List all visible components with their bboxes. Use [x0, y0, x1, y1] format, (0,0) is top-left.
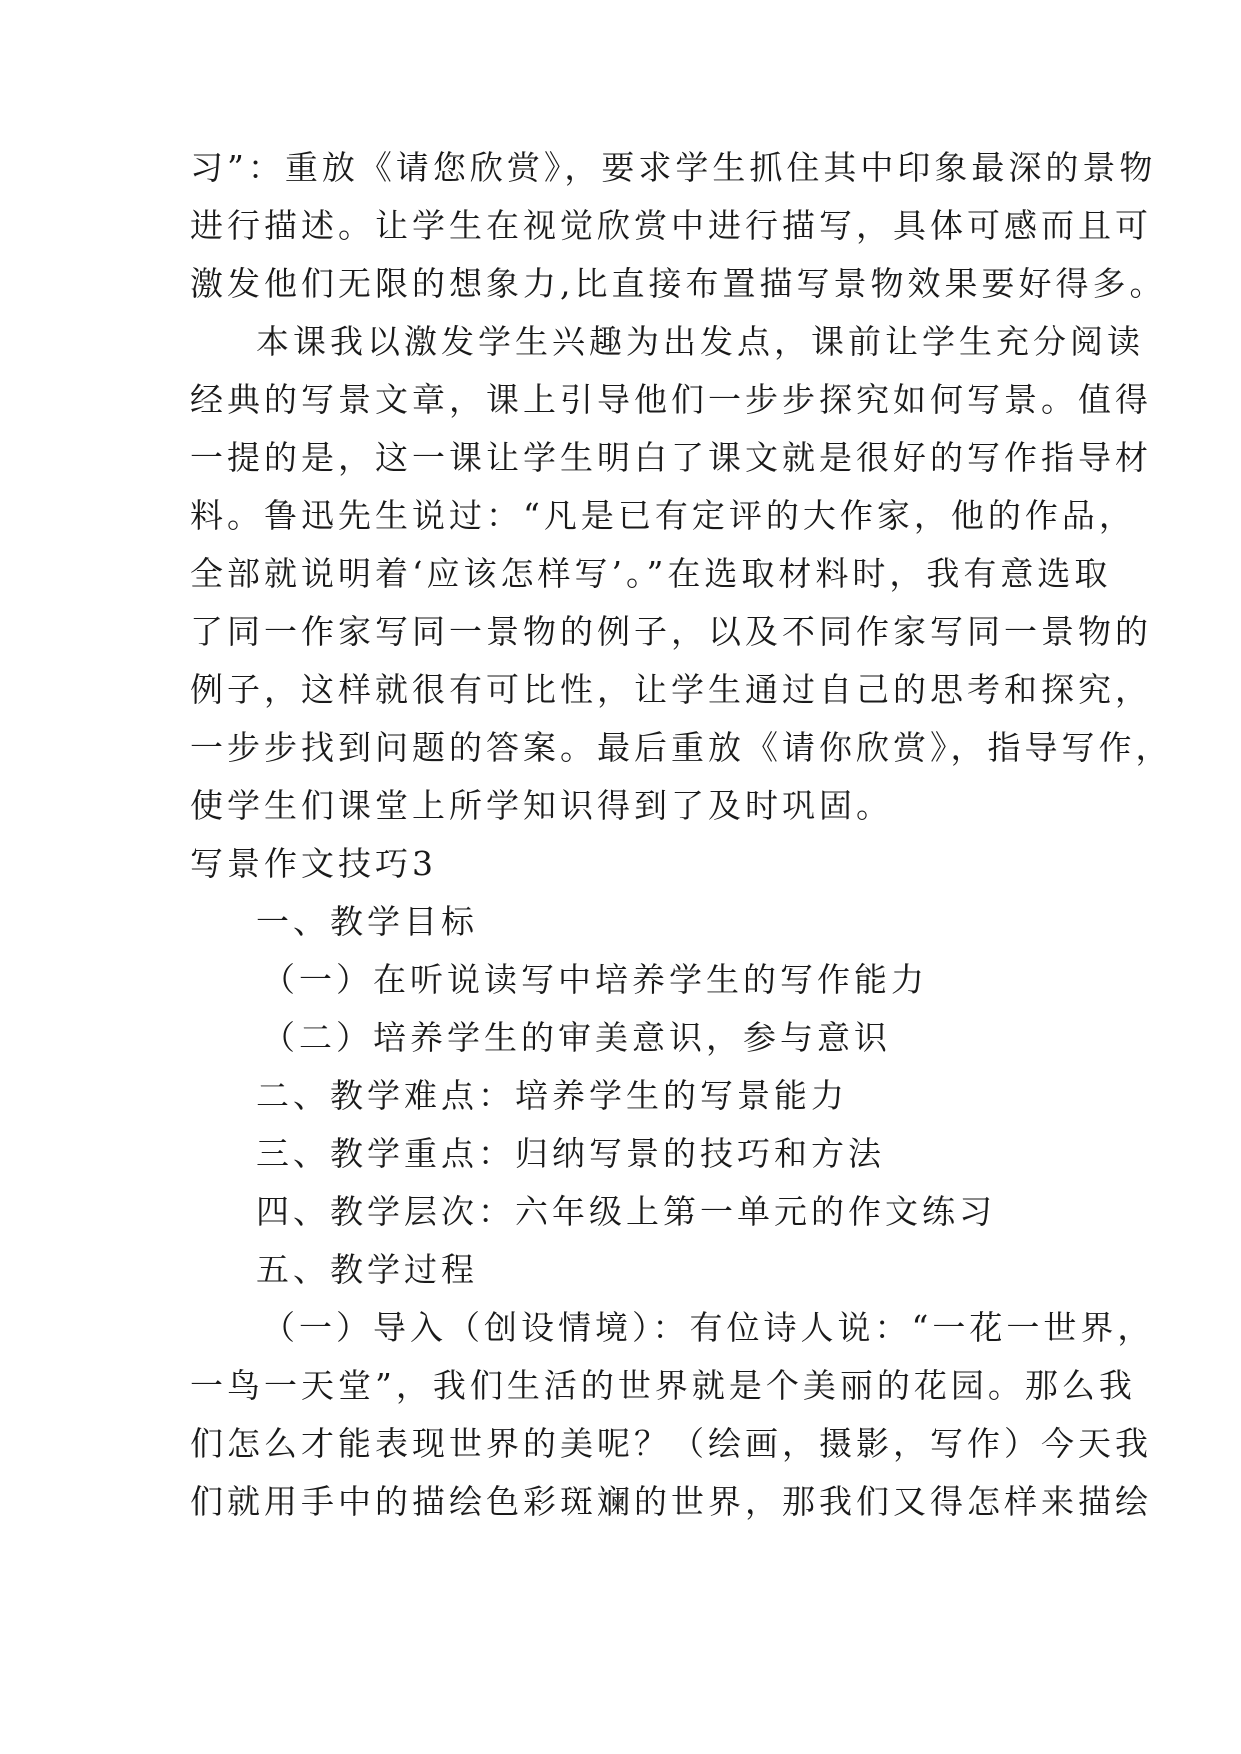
- paragraph-line: 习”：重放《请您欣赏》，要求学生抓住其中印象最深的景物: [190, 148, 1157, 187]
- outline-item: 五、教学过程: [256, 1250, 478, 1289]
- outline-subitem: （二）培养学生的审美意识，参与意识: [262, 1018, 891, 1057]
- paragraph-line: 使学生们课堂上所学知识得到了及时巩固。: [190, 786, 893, 825]
- paragraph-line: 料。鲁迅先生说过：“凡是已有定评的大作家，他的作品，: [190, 496, 1136, 535]
- outline-item: 二、教学难点：培养学生的写景能力: [256, 1076, 848, 1115]
- paragraph-line: 进行描述。让学生在视觉欣赏中进行描写，具体可感而且可: [190, 206, 1152, 245]
- paragraph-line: 一步步找到问题的答案。最后重放《请你欣赏》，指导写作，: [190, 728, 1173, 767]
- paragraph-line: 本课我以激发学生兴趣为出发点，课前让学生充分阅读: [256, 322, 1144, 361]
- paragraph-line: 们就用手中的描绘色彩斑斓的世界，那我们又得怎样来描绘: [190, 1482, 1152, 1521]
- paragraph-line: （一）导入（创设情境）：有位诗人说：“一花一世界，: [262, 1308, 1155, 1347]
- paragraph-line: 一提的是，这一课让学生明白了课文就是很好的写作指导材: [190, 438, 1152, 477]
- paragraph-line: 激发他们无限的想象力,比直接布置描写景物效果要好得多。: [190, 264, 1167, 303]
- paragraph-line: 全部就说明着‘应该怎样写’。”在选取材料时，我有意选取: [190, 554, 1112, 593]
- outline-item: 四、教学层次：六年级上第一单元的作文练习: [256, 1192, 996, 1231]
- paragraph-line: 经典的写景文章，课上引导他们一步步探究如何写景。值得: [190, 380, 1152, 419]
- paragraph-line: 一鸟一天堂”，我们生活的世界就是个美丽的花园。那么我: [190, 1366, 1136, 1405]
- outline-item: 一、教学目标: [256, 902, 478, 941]
- paragraph-line: 们怎么才能表现世界的美呢？（绘画，摄影，写作）今天我: [190, 1424, 1152, 1463]
- outline-item: 三、教学重点：归纳写景的技巧和方法: [256, 1134, 885, 1173]
- outline-subitem: （一）在听说读写中培养学生的写作能力: [262, 960, 928, 999]
- paragraph-line: 例子，这样就很有可比性，让学生通过自己的思考和探究，: [190, 670, 1152, 709]
- section-heading: 写景作文技巧3: [190, 844, 437, 883]
- paragraph-line: 了同一作家写同一景物的例子，以及不同作家写同一景物的: [190, 612, 1152, 651]
